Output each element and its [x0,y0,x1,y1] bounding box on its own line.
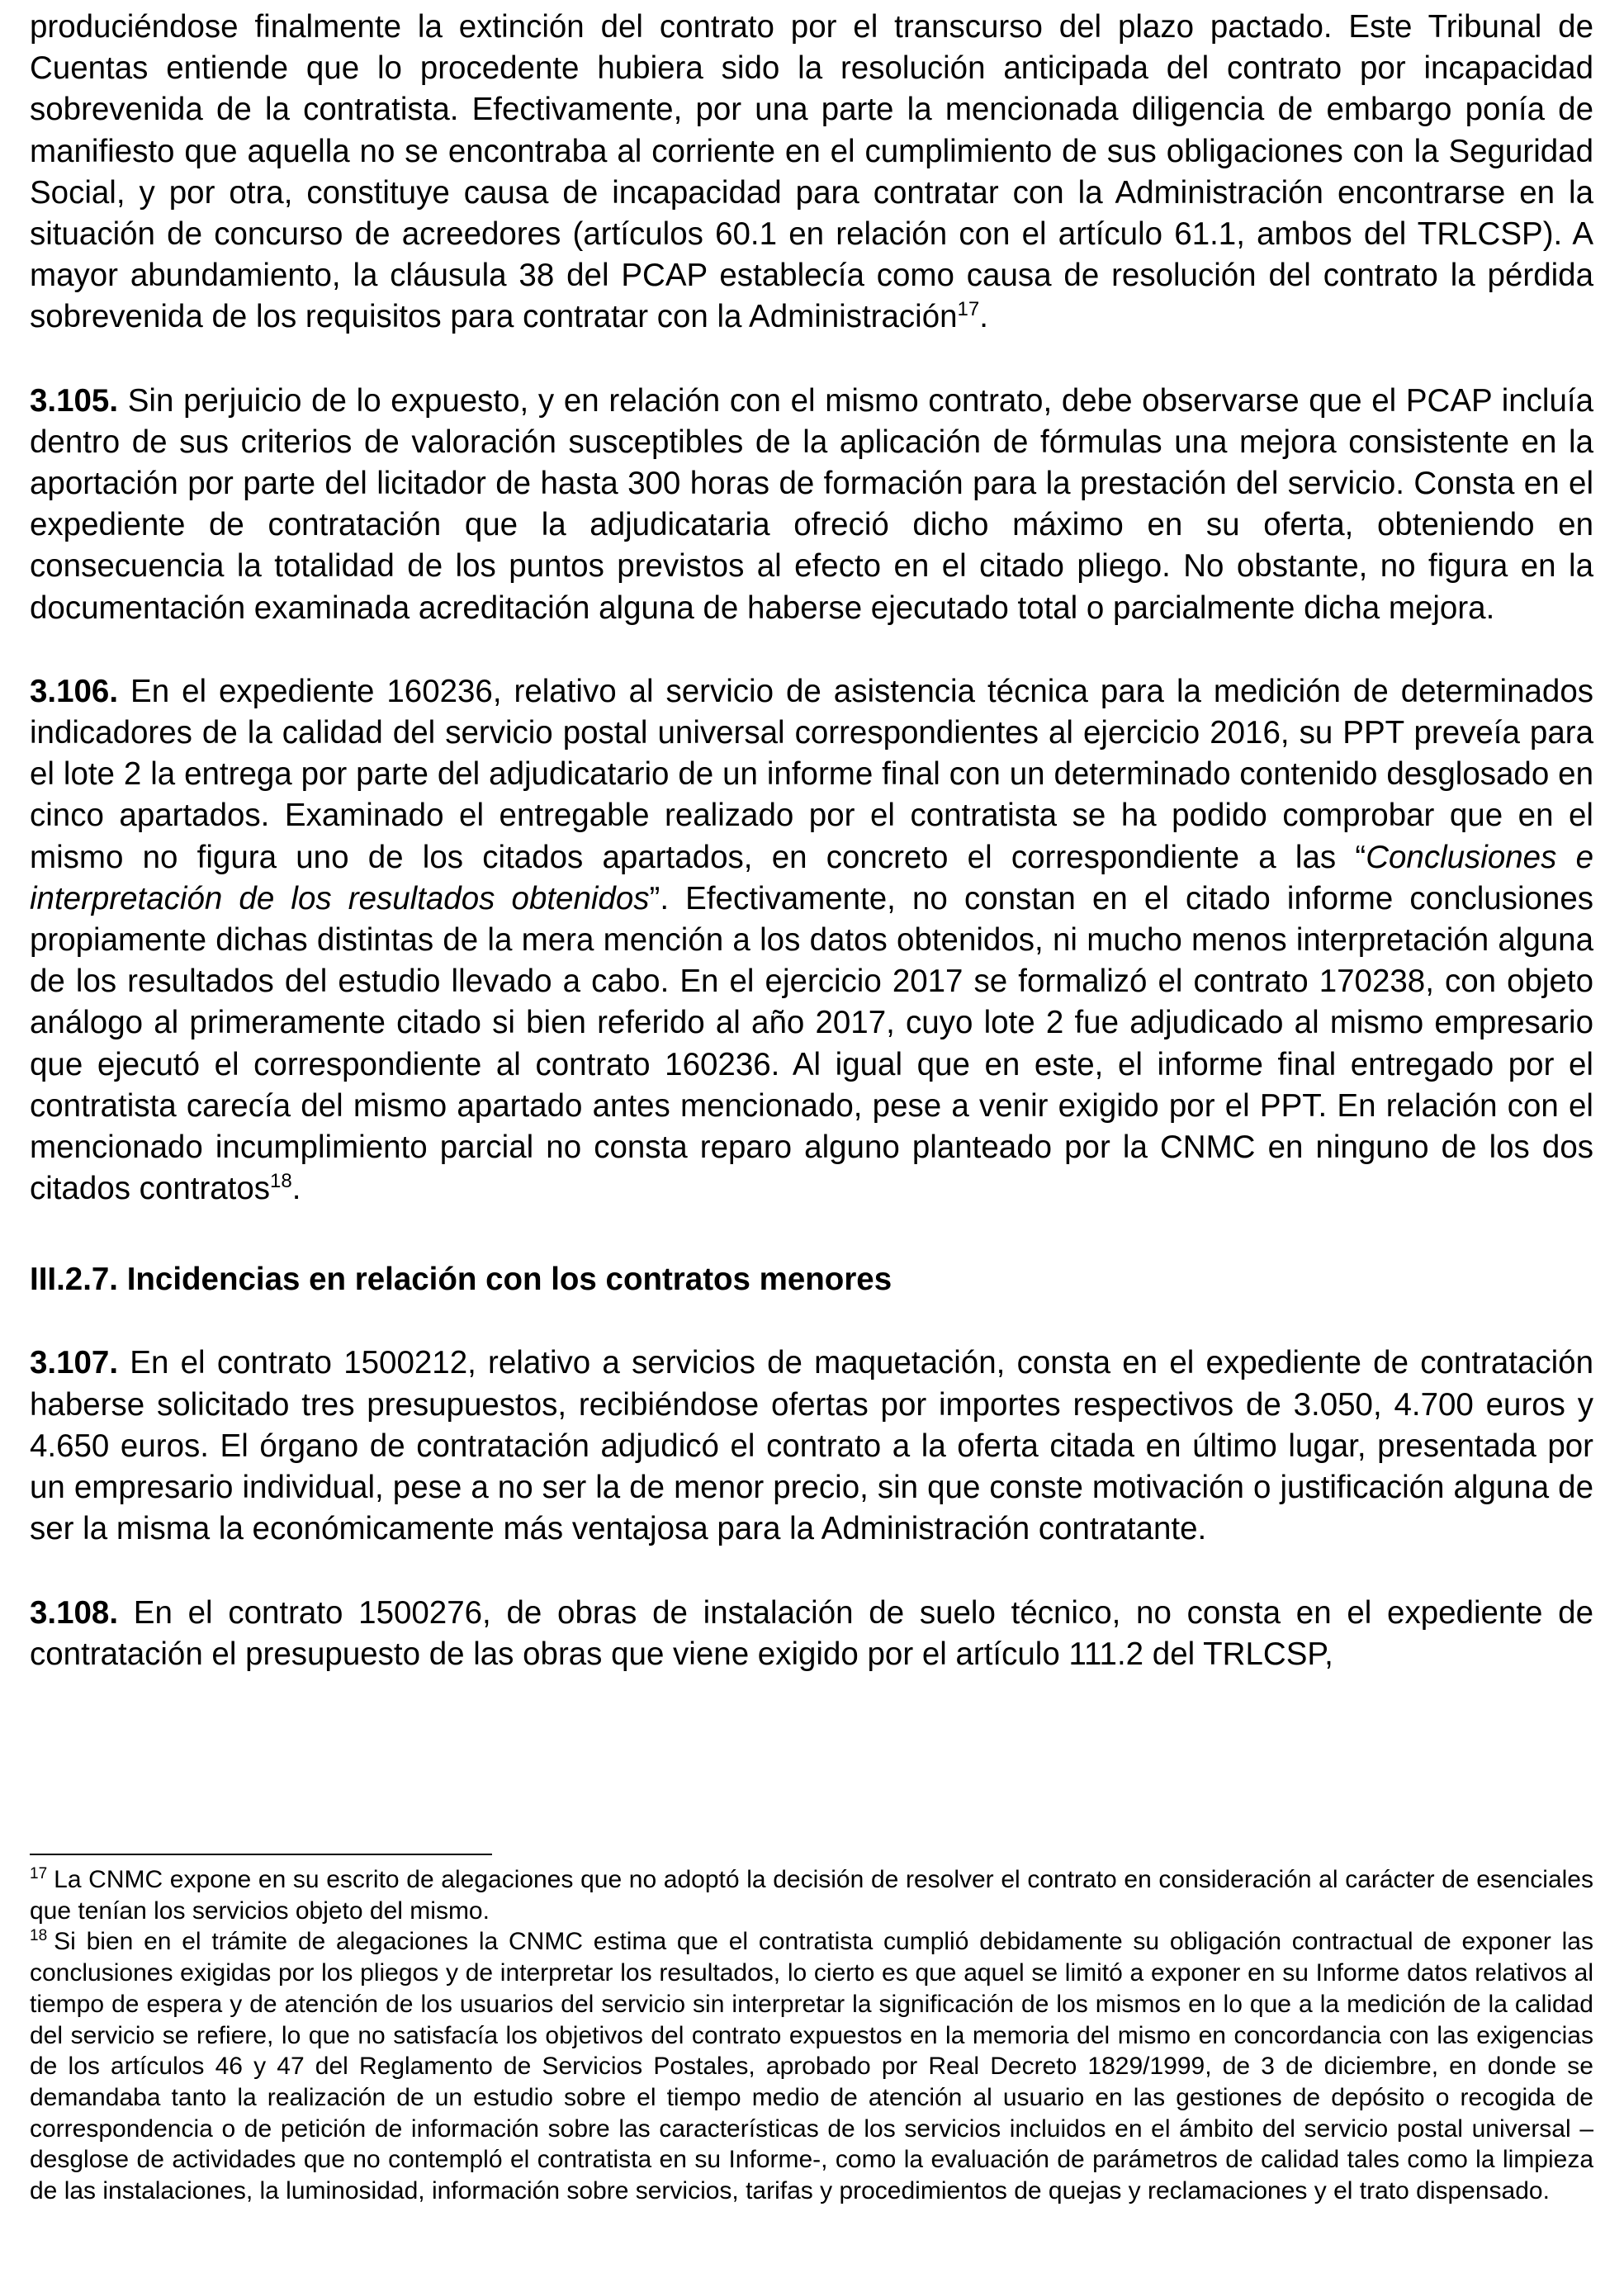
paragraph-end: . [979,299,988,335]
footnote-ref-18[interactable]: 18 [270,1170,292,1193]
paragraph-3-108 [30,1593,1593,1675]
footnote-separator [30,1854,492,1855]
paragraph-number: 3.108. [30,1594,119,1631]
footnote-ref-17[interactable]: 17 [957,298,980,321]
document-page [30,7,1593,1675]
footnote-text: Si bien en el trámite de alegaciones la CNMC estima que el contratista cumplió debidamente su obligación contractual de exponer las conclusiones exigidas por los pliegos y de interpretar los resultados, lo cierto es que aquel se limitó a exponer en su Informe datos relativos al tiempo de espera y de atención de los usuarios del servicio sin interpretar la significación de los mismos en lo que a la medición de la calidad del servicio se refiere, lo que no satisfacía los objetivos del contrato expuestos en la memoria del mismo en concordancia con las exigencias de los artículos 46 y 47 del Reglamento de Servicios Postales, aprobado por Real Decreto 1829/1999, de 3 de diciembre, en donde se demandaba tanto la realización de un estudio sobre el tiempo medio de atención al usuario en las gestiones de depósito o recogida de correspondencia o de petición de información sobre las características de los servicios incluidos en el ámbito del servicio postal universal –desglose de actividades que no contempló el contratista en su Informe-, como la evaluación de parámetros de calidad tales como la limpieza de las instalaciones, la luminosidad, información sobre servicios, tarifas y procedimientos de quejas y reclamaciones y el trato dispensado. [30,1928,1593,2205]
footnote-17 [30,1864,1593,1926]
footnote-number: 18 [30,1927,48,1945]
paragraph-text: Sin perjuicio de lo expuesto, y en relación con el mismo contrato, debe observarse que el PCAP incluía dentro de sus criterios de valoración susceptibles de la aplicación de fórmulas una mejora consistente en la aportación por parte del licitador de hasta 300 horas de formación para la prestación del servicio. Consta en el expediente de contratación que la adjudicataria ofreció dicho máximo en su oferta, obteniendo en consecuencia la totalidad de los puntos previstos al efecto en el citado pliego. No obstante, no figura en la documentación examinada acreditación alguna de haberse ejecutado total o parcialmente dicha mejora. [30,382,1593,626]
paragraph-text: produciéndose finalmente la extinción del contrato por el transcurso del plazo pactado. Este Tribunal de Cuentas entiende que lo procedente hubiera sido la resolución anticipada del contrato por incapacidad sobrevenida de la contratista. Efectivamente, por una parte la mencionada diligencia de embargo ponía de manifiesto que aquella no se encontraba al corriente en el cumplimiento de sus obligaciones con la Seguridad Social, y por otra, constituye causa de incapacidad para contratar con la Administración encontrarse en la situación de concurso de acreedores (artículos 60.1 en relación con el artículo 61.1, ambos del TRLCSP). A mayor abundamiento, la cláusula 38 del PCAP establecía como causa de resolución del contrato la pérdida sobrevenida de los requisitos para contratar con la Administración [30,9,1593,335]
paragraph-3-106 [30,671,1593,1210]
paragraph-text: En el expediente 160236, relativo al servicio de asistencia técnica para la medición de determinados indicadores de la calidad del servicio postal universal correspondientes al ejercicio 2016, su PPT preveía para el lote 2 la entrega por parte del adjudicatario de un informe final con un determinado contenido desglosado en cinco apartados. Examinado el entregable realizado por el contratista se ha podido comprobar que en el mismo no figura uno de los citados apartados, en concreto el correspondiente a las “ [30,673,1593,875]
footnotes [30,1864,1593,2207]
paragraph-number: 3.105. [30,382,119,419]
footnote-text: La CNMC expone en su escrito de alegaciones que no adoptó la decisión de resolver el contrato en consideración al carácter de esenciales que tenían los servicios objeto del mismo. [30,1866,1593,1925]
paragraph-3-107 [30,1343,1593,1550]
footnote-18 [30,1926,1593,2206]
paragraph-end: . [291,1171,301,1207]
paragraph-text: En el contrato 1500276, de obras de instalación de suelo técnico, no consta en el expediente de contratación el presupuesto de las obras que viene exigido por el artículo 111.2 del TRLCSP, [30,1594,1593,1672]
quoted-section-title: Conclusiones e interpretación de los resultados obtenidos [30,839,1593,916]
paragraph-3-105 [30,381,1593,629]
section-heading: III.2.7. Incidencias en relación con los contratos menores [30,1262,892,1298]
paragraph-number: 3.106. [30,673,119,709]
paragraph-text-continued: ”. Efectivamente, no constan en el citado informe conclusiones propiamente dichas distintas de la mera mención a los datos obtenidos, ni mucho menos interpretación alguna de los resultados del estudio llevado a cabo. En el ejercicio 2017 se formalizó el contrato 170238, con objeto análogo al primeramente citado si bien referido al año 2017, cuyo lote 2 fue adjudicado al mismo empresario que ejecutó el correspondiente al contrato 160236. Al igual que en este, el informe final entregado por el contratista carecía del mismo apartado antes mencionado, pese a venir exigido por el PPT. En relación con el mencionado incumplimiento parcial no consta reparo alguno planteado por la CNMC en ninguno de los dos citados contratos [30,880,1594,1207]
paragraph-number: 3.107. [30,1345,119,1381]
paragraph-continuation [30,7,1593,339]
paragraph-text: En el contrato 1500212, relativo a servicios de maquetación, consta en el expediente de contratación haberse solicitado tres presupuestos, recibiéndose ofertas por importes respectivos de 3.050, 4.700 euros y 4.650 euros. El órgano de contratación adjudicó el contrato a la oferta citada en último lugar, presentada por un empresario individual, pese a no ser la de menor precio, sin que conste motivación o justificación alguna de ser la misma la económicamente más ventajosa para la Administración contratante. [30,1345,1593,1547]
footnote-number: 17 [30,1865,48,1882]
